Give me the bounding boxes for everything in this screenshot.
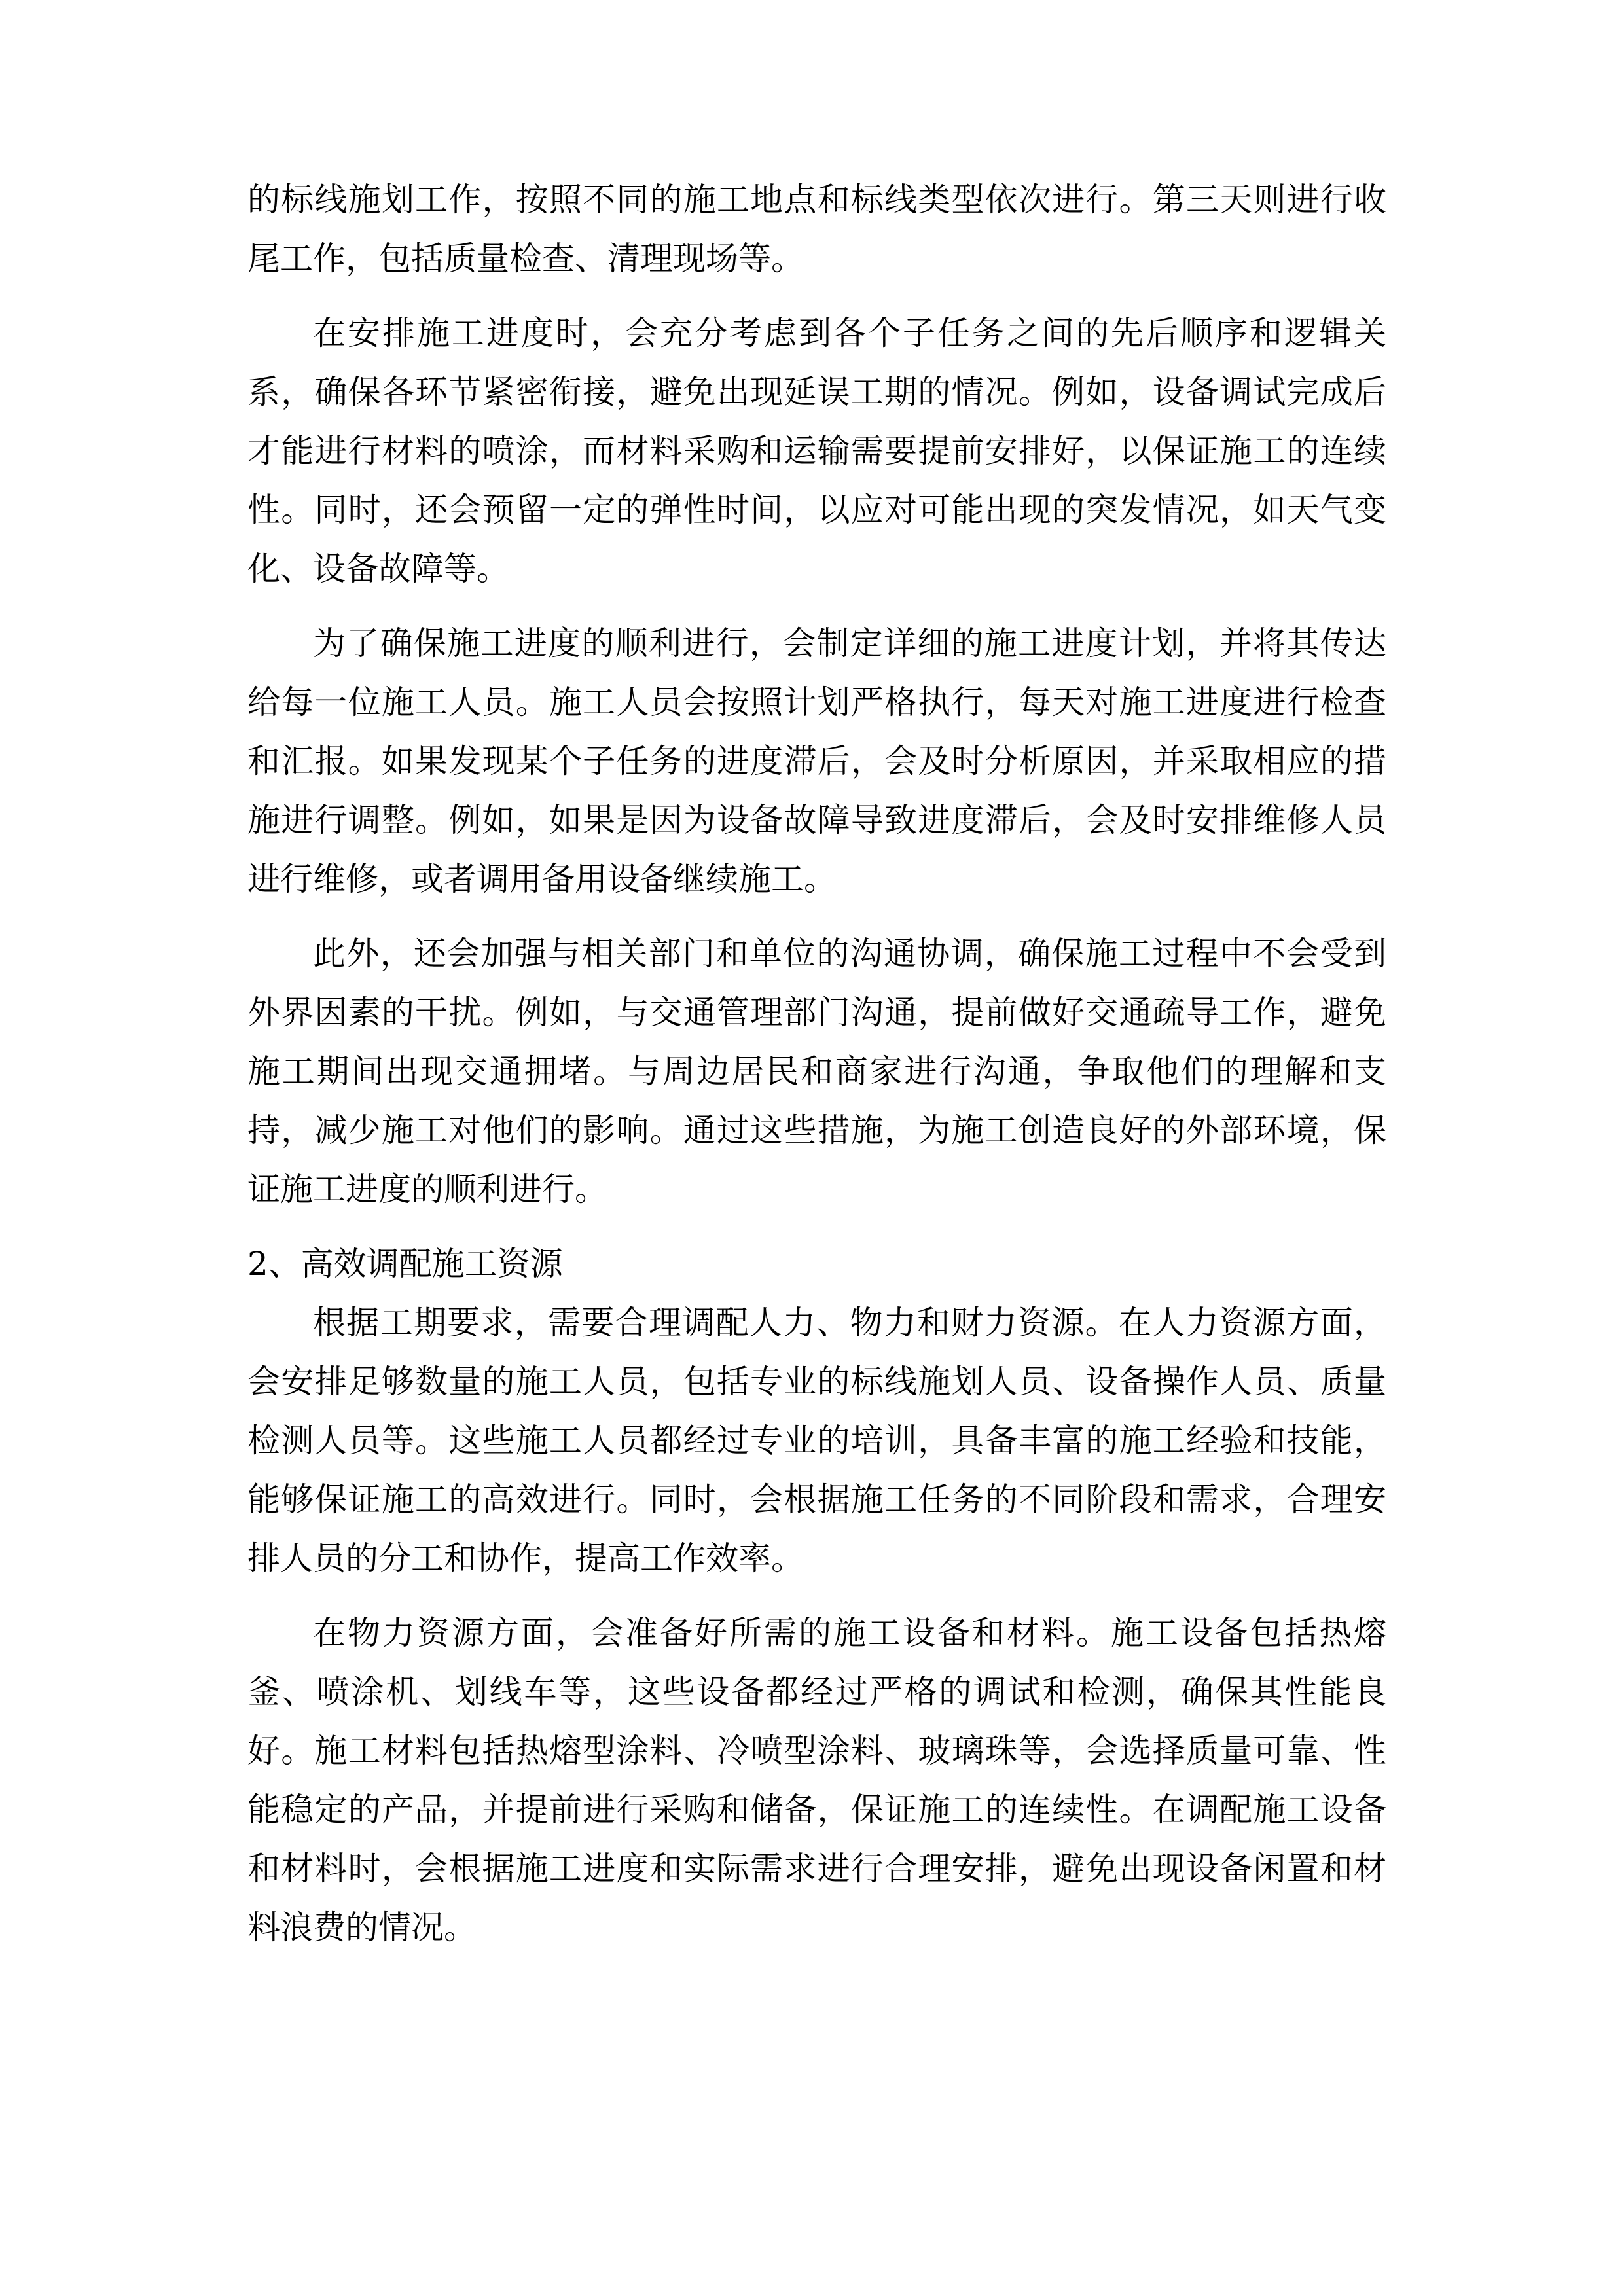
paragraph-continuation: 的标线施划工作，按照不同的施工地点和标线类型依次进行。第三天则进行收尾工作，包括质量检查、清理现场等。	[247, 181, 1386, 278]
paragraph-material-resources: 在物力资源方面，会准备好所需的施工设备和材料。施工设备包括热熔釜、喷涂机、划线车等，这些设备都经过严格的调试和检测，确保其性能良好。施工材料包括热熔型涂料、冷喷型涂料、玻璃珠等，会选择质量可靠、性能稳定的产品，并提前进行采购和储备，保证施工的连续性。在调配施工设备和材料时，会根据施工进度和实际需求进行合理安排，避免出现设备闲置和材料浪费的情况。	[247, 1614, 1386, 1946]
paragraph-schedule-execution: 为了确保施工进度的顺利进行，会制定详细的施工进度计划，并将其传达给每一位施工人员。施工人员会按照计划严格执行，每天对施工进度进行检查和汇报。如果发现某个子任务的进度滞后，会及时分析原因，并采取相应的措施进行调整。例如，如果是因为设备故障导致进度滞后，会及时安排维修人员进行维修，或者调用备用设备继续施工。	[247, 624, 1386, 898]
paragraph-schedule-planning: 在安排施工进度时，会充分考虑到各个子任务之间的先后顺序和逻辑关系，确保各环节紧密衔接，避免出现延误工期的情况。例如，设备调试完成后才能进行材料的喷涂，而材料采购和运输需要提前安排好，以保证施工的连续性。同时，还会预留一定的弹性时间，以应对可能出现的突发情况，如天气变化、设备故障等。	[247, 314, 1386, 588]
paragraph-coordination: 此外，还会加强与相关部门和单位的沟通协调，确保施工过程中不会受到外界因素的干扰。例如，与交通管理部门沟通，提前做好交通疏导工作，避免施工期间出现交通拥堵。与周边居民和商家进行沟通，争取他们的理解和支持，减少施工对他们的影响。通过这些措施，为施工创造良好的外部环境，保证施工进度的顺利进行。	[247, 935, 1386, 1208]
section-heading: 2、高效调配施工资源	[247, 1245, 563, 1283]
paragraph-human-resources: 根据工期要求，需要合理调配人力、物力和财力资源。在人力资源方面，会安排足够数量的施工人员，包括专业的标线施划人员、设备操作人员、质量检测人员等。这些施工人员都经过专业的培训，具备丰富的施工经验和技能，能够保证施工的高效进行。同时，会根据施工任务的不同阶段和需求，合理安排人员的分工和协作，提高工作效率。	[247, 1304, 1386, 1577]
document-body	[247, 170, 1386, 1957]
